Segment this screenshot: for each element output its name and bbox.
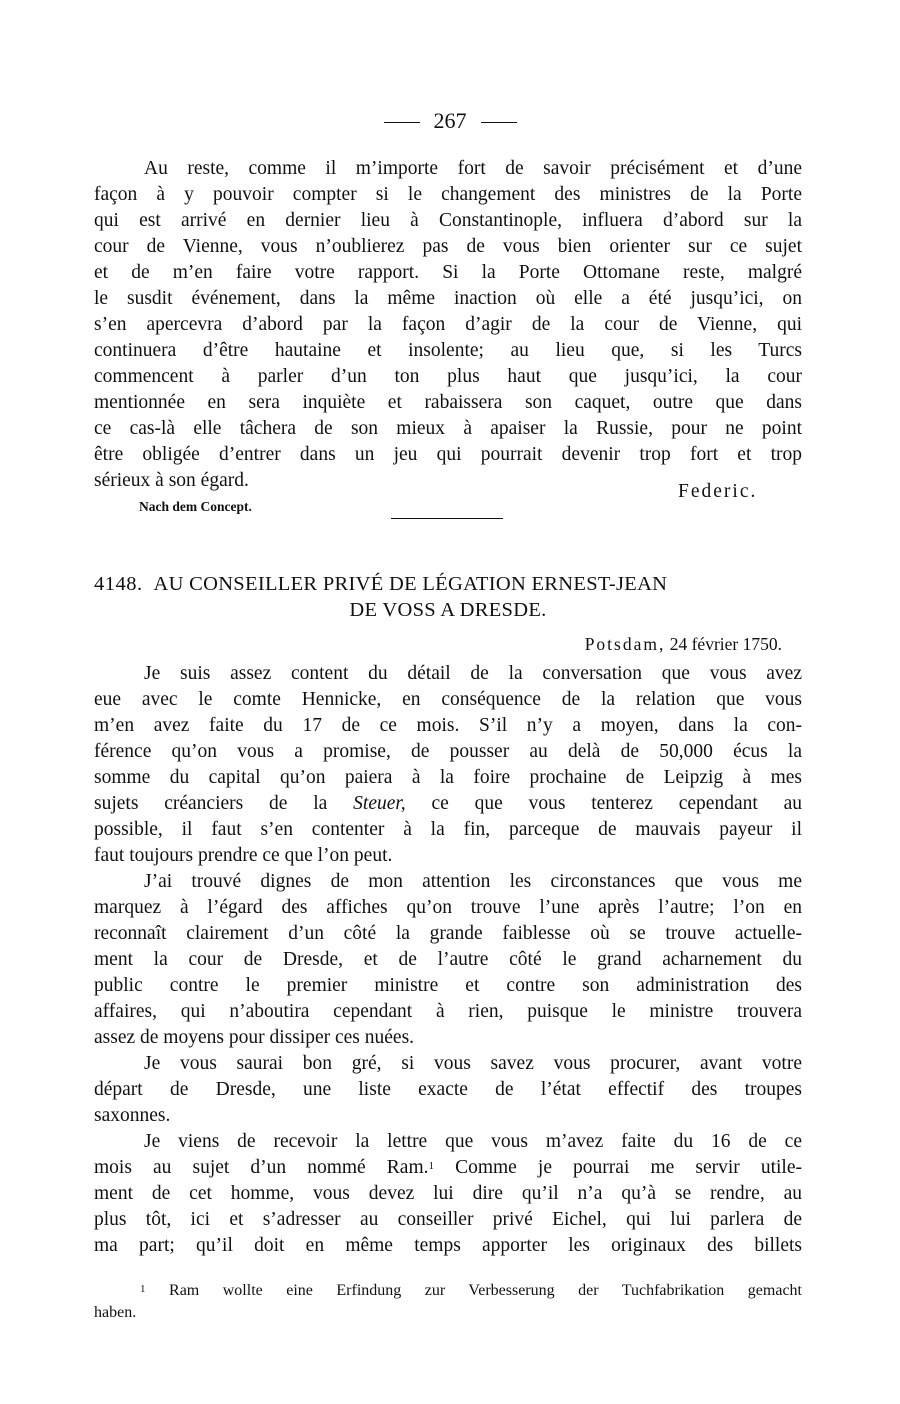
body-line [94, 1155, 802, 1181]
body-line: et de m’en faire votre rapport. Si la Porte Ottomane reste, malgré [94, 262, 802, 283]
body-line-part: Comme je pourrai me servir utile- [434, 1157, 802, 1178]
letter-2-body [94, 661, 802, 1259]
dateline-date: 24 février 1750. [669, 634, 782, 654]
body-line: marquez à l’égard des affiches qu’on trouve l’une après l’autre; l’on en [94, 897, 802, 918]
body-line: commencent à parler d’un ton plus haut que jusqu’ici, la cour [94, 366, 802, 387]
footnote-number: 1 [140, 1283, 146, 1295]
source-note: Nach dem Concept. [139, 499, 252, 514]
letter-2-title [94, 571, 802, 623]
dateline [585, 634, 782, 655]
title-line-1: AU CONSEILLER PRIVÉ DE LÉGATION ERNEST-JEAN [153, 573, 668, 595]
body-line: plus tôt, ici et s’adresser au conseiller privé Eichel, qui lui parlera de [94, 1209, 802, 1230]
body-line: continuera d’être hautaine et insolente; au lieu que, si les Turcs [94, 340, 802, 361]
page-number: 267 [433, 108, 467, 133]
body-line: J’ai trouvé dignes de mon attention les circonstances que vous me [144, 871, 802, 892]
footnote-line: haben. [94, 1304, 137, 1321]
body-line: affaires, qui n’aboutira cependant à rien, puisque le ministre trouvera [94, 1001, 802, 1022]
body-line: m’en avez faite du 17 de ce mois. S’il n’y a moyen, dans la con- [94, 715, 802, 736]
italic-term: Steuer, [353, 793, 406, 814]
section-divider [391, 518, 503, 519]
body-line: faut toujours prendre ce que l’on peut. [94, 845, 393, 866]
body-line: ma part; qu’il doit en même temps apporter les originaux des billets [94, 1235, 802, 1256]
body-line: férence qu’on vous a promise, de pousser au delà de 50,000 écus la [94, 741, 802, 762]
body-line-part: mois au sujet d’un nommé Ram. [94, 1157, 429, 1178]
body-line: saxonnes. [94, 1105, 171, 1126]
page-header [0, 108, 900, 134]
body-line: départ de Dresde, une liste exacte de l’état effectif des troupes [94, 1079, 802, 1100]
paragraph-2 [94, 869, 802, 1051]
letter-number: 4148. [94, 573, 143, 595]
footnote [94, 1280, 802, 1324]
footnote-text: Ram wollte eine Erfindung zur Verbesserung der Tuchfabrikation gemacht [169, 1282, 802, 1299]
body-line [94, 791, 802, 817]
body-line: être obligée d’entrer dans un jeu qui pourrait devenir trop fort et trop [94, 444, 802, 465]
body-line: s’en apercevra d’abord par la façon d’agir de la cour de Vienne, qui [94, 314, 802, 335]
body-line: Je suis assez content du détail de la conversation que vous avez [144, 663, 802, 684]
body-line-part: ce que vous tenterez cependant au [431, 793, 802, 814]
body-line: public contre le premier ministre et contre son administration des [94, 975, 802, 996]
footnote-marker: 1 [428, 1160, 434, 1172]
body-line: somme du capital qu’on paiera à la foire prochaine de Leipzig à mes [94, 767, 802, 788]
dateline-place: Potsdam, [584, 634, 666, 654]
body-line: Je viens de recevoir la lettre que vous m’avez faite du 16 de ce [144, 1131, 802, 1152]
body-line: qui est arrivé en dernier lieu à Constantinople, influera d’abord sur la [94, 210, 802, 231]
signature: Federic. [678, 481, 758, 502]
title-line-2: DE VOSS A DRESDE. [349, 599, 547, 621]
body-line: ment de cet homme, vous devez lui dire qu’il n’a qu’à se rendre, au [94, 1183, 802, 1204]
body-line: mentionnée en sera inquiète et rabaissera son caquet, outre que dans [94, 392, 802, 413]
header-dash-left [384, 122, 420, 123]
body-line: eue avec le comte Hennicke, en conséquence de la relation que vous [94, 689, 802, 710]
body-line: le susdit événement, dans la même inaction où elle a été jusqu’ici, on [94, 288, 802, 309]
body-line-part: sujets créanciers de la [94, 793, 328, 814]
body-line: assez de moyens pour dissiper ces nuées. [94, 1027, 415, 1048]
footnote-line [94, 1280, 802, 1302]
body-line: reconnaît clairement d’un côté la grande faiblesse où se trouve actuelle- [94, 923, 802, 944]
paragraph-1 [94, 661, 802, 869]
body-line: Je vous saurai bon gré, si vous savez vous procurer, avant votre [144, 1053, 802, 1074]
body-line: ment la cour de Dresde, et de l’autre côté le grand acharnement du [94, 949, 802, 970]
body-line: possible, il faut s’en contenter à la fin, parceque de mauvais payeur il [94, 819, 802, 840]
letter-1-body [94, 156, 802, 494]
header-dash-right [481, 122, 517, 123]
paragraph-4 [94, 1129, 802, 1259]
body-line: ce cas-là elle tâchera de son mieux à apaiser la Russie, pour ne point [94, 418, 802, 439]
body-line: sérieux à son égard. [94, 470, 249, 491]
paragraph-3 [94, 1051, 802, 1129]
body-line: façon à y pouvoir compter si le changement des ministres de la Porte [94, 184, 802, 205]
body-line: Au reste, comme il m’importe fort de savoir précisément et d’une [144, 158, 802, 179]
body-line: cour de Vienne, vous n’oublierez pas de vous bien orienter sur ce sujet [94, 236, 802, 257]
